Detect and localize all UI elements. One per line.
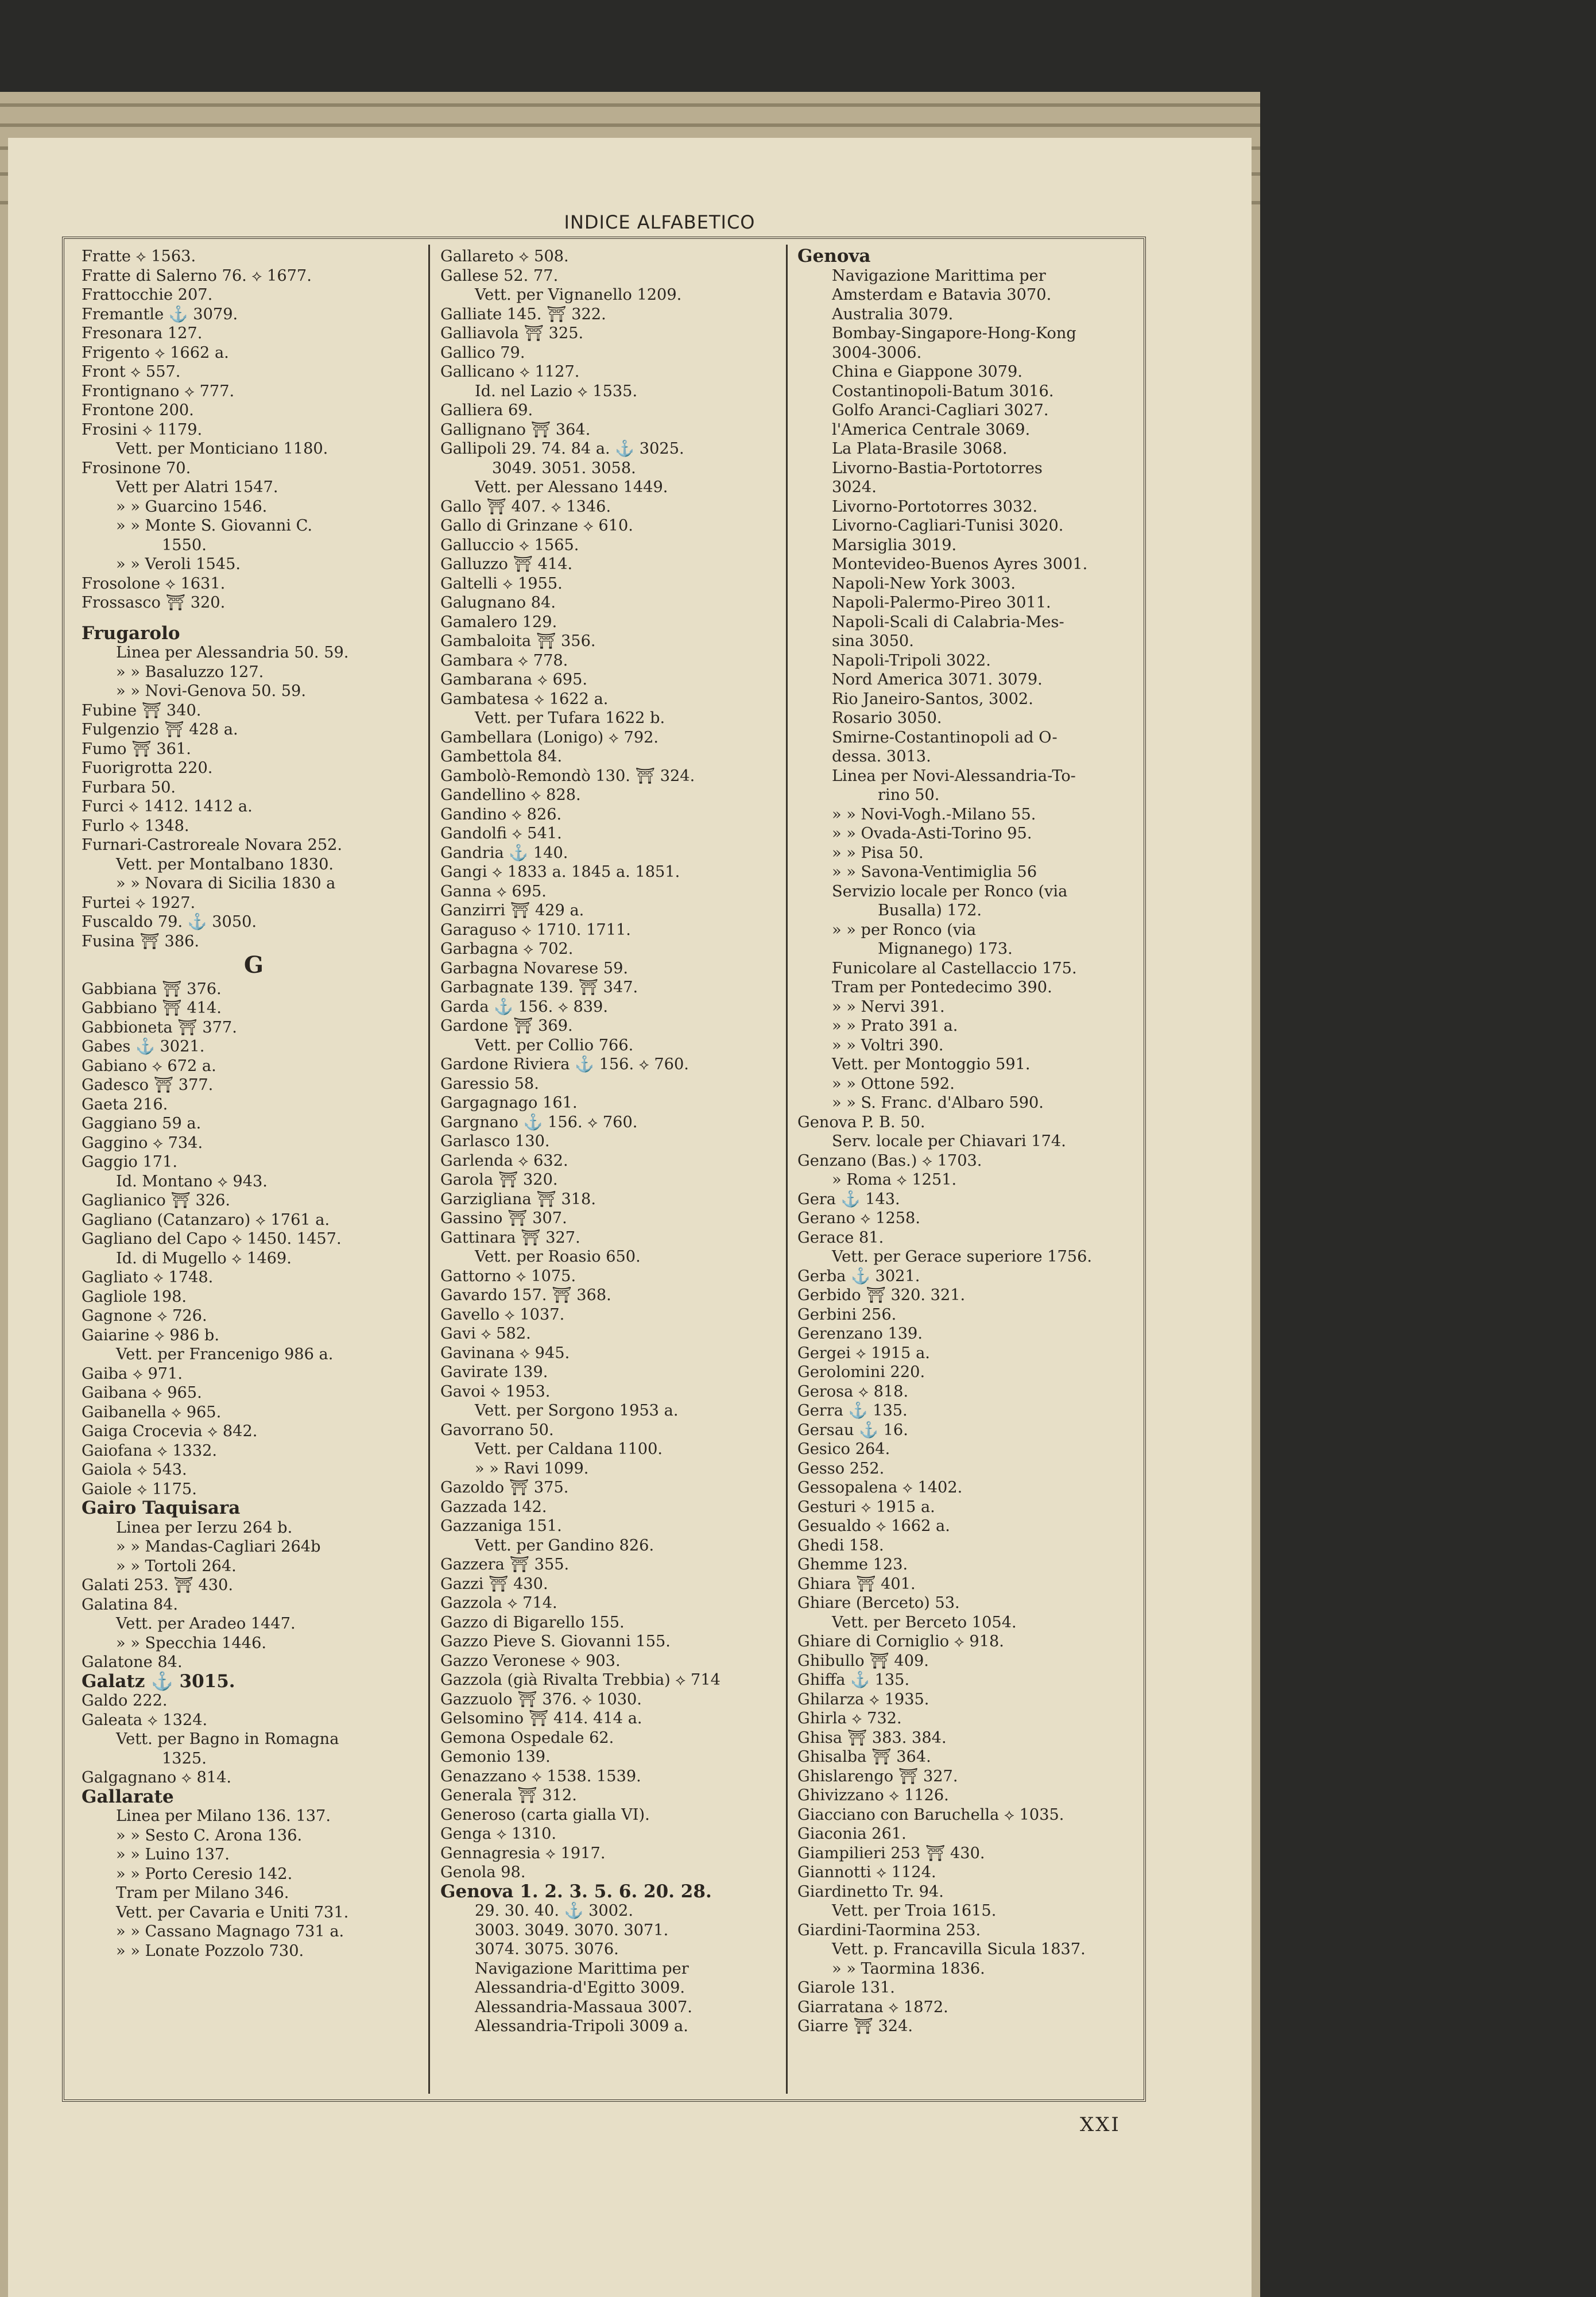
index-entry: Gerbido ⛩ 320. 321. bbox=[797, 1286, 966, 1304]
index-entry: » » Basaluzzo 127. bbox=[116, 663, 264, 681]
index-entry: Busalla) 172. bbox=[878, 902, 982, 919]
index-entry: Giardinetto Tr. 94. bbox=[797, 1882, 944, 1901]
index-entry: Gallico 79. bbox=[440, 343, 525, 362]
index-entry: Gabes ⚓ 3021. bbox=[82, 1038, 205, 1055]
index-entry: Galeata ⟡ 1324. bbox=[82, 1711, 208, 1729]
index-entry: Giardini-Taormina 253. bbox=[797, 1921, 981, 1939]
index-entry: Gargnano ⚓ 156. ⟡ 760. bbox=[440, 1113, 638, 1131]
index-entry: Gerace 81. bbox=[797, 1228, 884, 1247]
index-entry: » » Savona-Ventimiglia 56 bbox=[832, 863, 1037, 881]
index-entry: Ghibullo ⛩ 409. bbox=[797, 1652, 929, 1670]
index-entry: » » Cassano Magnago 731 a. bbox=[116, 1923, 344, 1940]
index-entry: Ghedi 158. bbox=[797, 1536, 884, 1554]
index-entry: Gavi ⟡ 582. bbox=[440, 1325, 531, 1343]
index-entry: Ghemme 123. bbox=[797, 1556, 908, 1573]
index-entry: Ghisa ⛩ 383. 384. bbox=[797, 1728, 947, 1747]
index-entry: Vett. per Gerace superiore 1756. bbox=[832, 1248, 1093, 1266]
index-entry: Gessopalena ⟡ 1402. bbox=[797, 1479, 963, 1496]
index-entry: Frossasco ⛩ 320. bbox=[82, 594, 226, 612]
index-entry: Frosolone ⟡ 1631. bbox=[82, 574, 226, 593]
index-entry: Gardone Riviera ⚓ 156. ⟡ 760. bbox=[440, 1055, 689, 1073]
index-entry: Frigento ⟡ 1662 a. bbox=[82, 343, 229, 362]
index-entry: Gambettola 84. bbox=[440, 748, 563, 765]
index-entry: 1325. bbox=[162, 1749, 207, 1768]
index-entry: Gambara ⟡ 778. bbox=[440, 651, 568, 670]
index-entry: » » Monte S. Giovanni C. bbox=[116, 517, 313, 535]
index-entry: Genova P. B. 50. bbox=[797, 1113, 925, 1131]
index-entry: Genzano (Bas.) ⟡ 1703. bbox=[797, 1151, 982, 1170]
index-entry: Gazoldo ⛩ 375. bbox=[440, 1479, 569, 1496]
index-entry: Servizio locale per Ronco (via bbox=[832, 882, 1068, 900]
index-entry: Vett. per Collio 766. bbox=[475, 1036, 634, 1054]
index-entry: Gennagresia ⟡ 1917. bbox=[440, 1844, 606, 1862]
index-entry: Australia 3079. bbox=[832, 305, 954, 323]
index-entry: Gazzo Veronese ⟡ 903. bbox=[440, 1652, 621, 1670]
index-entry: Fratte di Salerno 76. ⟡ 1677. bbox=[82, 266, 312, 285]
index-entry: Livorno-Cagliari-Tunisi 3020. bbox=[832, 517, 1064, 535]
index-entry: Gersau ⚓ 16. bbox=[797, 1421, 908, 1439]
index-entry: Giarole 131. bbox=[797, 1979, 895, 1997]
index-entry: Alessandria-Massaua 3007. bbox=[475, 1998, 692, 2016]
index-entry: Gerra ⚓ 135. bbox=[797, 1402, 908, 1420]
index-entry: » » S. Franc. d'Albaro 590. bbox=[832, 1094, 1044, 1112]
index-entry: Vett. per Montoggio 591. bbox=[832, 1055, 1031, 1073]
index-entry: Serv. locale per Chiavari 174. bbox=[832, 1132, 1066, 1150]
index-page bbox=[8, 138, 1252, 2297]
index-entry: Linea per Alessandria 50. 59. bbox=[116, 644, 349, 662]
index-entry: Smirne-Costantinopoli ad O- bbox=[832, 728, 1057, 747]
index-entry: Frugarolo bbox=[82, 622, 180, 644]
index-entry: Genova 1. 2. 3. 5. 6. 20. 28. bbox=[440, 1881, 712, 1902]
index-entry: Genga ⟡ 1310. bbox=[440, 1825, 557, 1843]
index-entry: » » Novi-Genova 50. 59. bbox=[116, 682, 306, 700]
index-entry: Fumo ⛩ 361. bbox=[82, 740, 191, 758]
index-entry: Gallicano ⟡ 1127. bbox=[440, 363, 580, 381]
index-entry: Costantinopoli-Batum 3016. bbox=[832, 382, 1054, 400]
index-entry: Linea per Novi-Alessandria-To- bbox=[832, 767, 1076, 785]
index-entry: Ghisalba ⛩ 364. bbox=[797, 1748, 931, 1766]
index-entry: Gattorno ⟡ 1075. bbox=[440, 1267, 576, 1285]
index-entry: Gallo di Grinzane ⟡ 610. bbox=[440, 517, 633, 535]
index-entry: Fresonara 127. bbox=[82, 324, 203, 342]
index-entry: Ganna ⟡ 695. bbox=[440, 882, 547, 900]
index-entry: Gavirate 139. bbox=[440, 1363, 548, 1381]
index-entry: Gera ⚓ 143. bbox=[797, 1190, 900, 1208]
index-entry: Tram per Pontedecimo 390. bbox=[832, 979, 1052, 996]
index-entry: Vett. per Alessano 1449. bbox=[475, 478, 668, 496]
page-number: XXI bbox=[1080, 2113, 1121, 2136]
index-entry: Gerolomini 220. bbox=[797, 1363, 925, 1381]
index-entry: » » Porto Ceresio 142. bbox=[116, 1865, 293, 1883]
index-entry: Garzigliana ⛩ 318. bbox=[440, 1190, 596, 1208]
index-entry: » » per Ronco (via bbox=[832, 921, 977, 939]
index-entry: Gallo ⛩ 407. ⟡ 1346. bbox=[440, 497, 611, 516]
index-entry: Gazzada 142. bbox=[440, 1498, 547, 1516]
index-entry: Garda ⚓ 156. ⟡ 839. bbox=[440, 997, 608, 1016]
index-entry: Gattinara ⛩ 327. bbox=[440, 1228, 580, 1247]
page-header: INDICE ALFABETICO bbox=[564, 211, 756, 233]
index-entry: Gandellino ⟡ 828. bbox=[440, 786, 581, 804]
index-entry: Gambellara (Lonigo) ⟡ 792. bbox=[440, 728, 659, 747]
index-entry: Gaibanella ⟡ 965. bbox=[82, 1403, 222, 1421]
index-entry: Gerba ⚓ 3021. bbox=[797, 1267, 920, 1285]
index-entry: Alessandria-d'Egitto 3009. bbox=[475, 1979, 685, 1997]
index-entry: Garessio 58. bbox=[440, 1074, 539, 1093]
index-entry: Giaconia 261. bbox=[797, 1825, 907, 1843]
index-entry: Galliate 145. ⛩ 322. bbox=[440, 305, 606, 323]
index-entry: Gerano ⟡ 1258. bbox=[797, 1209, 920, 1227]
index-entry: rino 50. bbox=[878, 786, 940, 804]
index-entry: Id. nel Lazio ⟡ 1535. bbox=[475, 382, 638, 400]
index-entry: Gaggio 171. bbox=[82, 1153, 177, 1171]
index-entry: Vett. per Aradeo 1447. bbox=[116, 1615, 296, 1633]
index-entry: » Roma ⟡ 1251. bbox=[832, 1171, 957, 1189]
index-entry: » » Veroli 1545. bbox=[116, 555, 241, 573]
index-entry: Fulgenzio ⛩ 428 a. bbox=[82, 721, 238, 738]
index-entry: Gadesco ⛩ 377. bbox=[82, 1076, 214, 1094]
index-entry: Gergei ⟡ 1915 a. bbox=[797, 1344, 930, 1362]
index-entry: » » Taormina 1836. bbox=[832, 1959, 985, 1978]
index-entry: Alessandria-Tripoli 3009 a. bbox=[475, 2017, 688, 2035]
index-entry: Gaiola ⟡ 543. bbox=[82, 1461, 187, 1479]
index-entry: Rio Janeiro-Santos, 3002. bbox=[832, 690, 1033, 708]
index-entry: Gaiole ⟡ 1175. bbox=[82, 1480, 197, 1498]
index-entry: Giarratana ⟡ 1872. bbox=[797, 1998, 948, 2016]
index-entry: Vett. per Vignanello 1209. bbox=[475, 286, 682, 304]
index-entry: Rosario 3050. bbox=[832, 709, 942, 727]
index-entry: Gavardo 157. ⛩ 368. bbox=[440, 1286, 611, 1304]
index-entry: 3004-3006. bbox=[832, 343, 922, 362]
index-entry: Vett. per Cavaria e Uniti 731. bbox=[116, 1903, 349, 1921]
index-entry: Golfo Aranci-Cagliari 3027. bbox=[832, 401, 1049, 419]
index-entry: Fubine ⛩ 340. bbox=[82, 701, 202, 720]
index-entry: » » Novara di Sicilia 1830 a bbox=[116, 875, 336, 892]
index-entry: Gaiofana ⟡ 1332. bbox=[82, 1441, 218, 1460]
index-entry: Ghiare di Corniglio ⟡ 918. bbox=[797, 1633, 1004, 1650]
index-entry: 1550. bbox=[162, 536, 207, 554]
index-entry: Vett. p. Francavilla Sicula 1837. bbox=[832, 1940, 1086, 1958]
index-entry: China e Giappone 3079. bbox=[832, 363, 1022, 381]
index-entry: Gardone ⛩ 369. bbox=[440, 1017, 573, 1035]
index-entry: Galatone 84. bbox=[82, 1653, 183, 1671]
index-entry: » » Guarcino 1546. bbox=[116, 497, 268, 516]
index-entry: Bombay-Singapore-Hong-Kong bbox=[832, 324, 1076, 342]
index-entry: Id. Montano ⟡ 943. bbox=[116, 1172, 268, 1190]
index-entry: Napoli-Tripoli 3022. bbox=[832, 651, 991, 670]
index-entry: Gazzola (già Rivalta Trebbia) ⟡ 714 bbox=[440, 1671, 720, 1689]
index-entry: Furtei ⟡ 1927. bbox=[82, 894, 196, 912]
index-entry: Frontignano ⟡ 777. bbox=[82, 382, 235, 400]
index-entry: Gabbioneta ⛩ 377. bbox=[82, 1018, 237, 1037]
index-entry: Gesualdo ⟡ 1662 a. bbox=[797, 1517, 950, 1535]
index-entry: » » Sesto C. Arona 136. bbox=[116, 1826, 303, 1844]
index-entry: » » Ravi 1099. bbox=[475, 1459, 589, 1478]
index-entry: Gavinana ⟡ 945. bbox=[440, 1344, 570, 1362]
index-entry: Gagliano (Catanzaro) ⟡ 1761 a. bbox=[82, 1211, 330, 1229]
index-entry: » » Mandas-Cagliari 264b bbox=[116, 1538, 321, 1556]
index-entry: Ghivizzano ⟡ 1126. bbox=[797, 1786, 949, 1804]
index-entry: Livorno-Bastia-Portotorres bbox=[832, 459, 1043, 477]
index-entry: Gandria ⚓ 140. bbox=[440, 844, 568, 862]
index-entry: Navigazione Marittima per bbox=[832, 266, 1046, 285]
index-entry: Vett. per Gandino 826. bbox=[475, 1536, 654, 1554]
index-entry: Gairo Taquisara bbox=[82, 1498, 241, 1518]
index-entry: Gerbini 256. bbox=[797, 1305, 897, 1324]
index-entry: Galatina 84. bbox=[82, 1595, 179, 1614]
index-entry: Fuscaldo 79. ⚓ 3050. bbox=[82, 913, 257, 931]
index-entry: Frattocchie 207. bbox=[82, 286, 213, 304]
column-rule bbox=[786, 245, 788, 2094]
index-entry: » » Voltri 390. bbox=[832, 1036, 944, 1054]
index-entry: Gemonio 139. bbox=[440, 1748, 551, 1766]
index-entry: Ghirla ⟡ 732. bbox=[797, 1710, 902, 1727]
index-entry: Garlenda ⟡ 632. bbox=[440, 1151, 568, 1170]
index-entry: Nord America 3071. 3079. bbox=[832, 671, 1043, 689]
index-entry: Fusina ⛩ 386. bbox=[82, 932, 200, 950]
index-entry: Gerosa ⟡ 818. bbox=[797, 1382, 909, 1401]
index-entry: Fratte ⟡ 1563. bbox=[82, 248, 196, 265]
index-entry: Gerenzano 139. bbox=[797, 1325, 923, 1343]
index-entry: Gangi ⟡ 1833 a. 1845 a. 1851. bbox=[440, 863, 680, 881]
index-entry: Galliavola ⛩ 325. bbox=[440, 324, 584, 342]
index-entry bbox=[82, 613, 426, 624]
index-entry: Gagnone ⟡ 726. bbox=[82, 1307, 207, 1325]
index-entry: dessa. 3013. bbox=[832, 748, 931, 765]
index-entry: Linea per Ierzu 264 b. bbox=[116, 1518, 293, 1537]
index-entry: 3003. 3049. 3070. 3071. bbox=[475, 1921, 669, 1939]
index-entry: Gagliole 198. bbox=[82, 1287, 187, 1306]
column-rule bbox=[428, 245, 430, 2094]
index-entry: » » Nervi 391. bbox=[832, 997, 945, 1016]
index-entry: Tram per Milano 346. bbox=[116, 1884, 289, 1902]
index-entry: Garlasco 130. bbox=[440, 1132, 550, 1150]
index-entry: Ganzirri ⛩ 429 a. bbox=[440, 902, 584, 919]
index-entry: Gamalero 129. bbox=[440, 613, 557, 631]
index-entry: Gabiano ⟡ 672 a. bbox=[82, 1057, 216, 1075]
index-entry: Gagliato ⟡ 1748. bbox=[82, 1269, 214, 1286]
index-entry: Id. di Mugello ⟡ 1469. bbox=[116, 1249, 292, 1267]
index-entry: Gazzera ⛩ 355. bbox=[440, 1556, 570, 1573]
index-entry: Gaiarine ⟡ 986 b. bbox=[82, 1326, 219, 1344]
index-column-2 bbox=[440, 247, 785, 2090]
index-column-1 bbox=[82, 247, 426, 2090]
index-column-3 bbox=[797, 247, 1142, 2090]
index-entry: Galluccio ⟡ 1565. bbox=[440, 536, 579, 554]
index-entry: Furnari-Castroreale Novara 252. bbox=[82, 836, 343, 854]
index-entry: Generala ⛩ 312. bbox=[440, 1786, 577, 1804]
index-entry: Galgagnano ⟡ 814. bbox=[82, 1769, 232, 1786]
index-entry: Gallese 52. 77. bbox=[440, 266, 559, 285]
index-entry: Gallareto ⟡ 508. bbox=[440, 248, 569, 265]
index-entry: Giampilieri 253 ⛩ 430. bbox=[797, 1844, 985, 1862]
index-entry: Gaibana ⟡ 965. bbox=[82, 1384, 202, 1402]
index-frame bbox=[62, 237, 1146, 2102]
index-entry: l'America Centrale 3069. bbox=[832, 420, 1031, 439]
index-entry: Giannotti ⟡ 1124. bbox=[797, 1863, 936, 1881]
index-entry: Gaggino ⟡ 734. bbox=[82, 1134, 203, 1152]
index-entry: Gambaloita ⛩ 356. bbox=[440, 632, 596, 650]
index-entry: Montevideo-Buenos Ayres 3001. bbox=[832, 555, 1088, 573]
index-entry: » » Lonate Pozzolo 730. bbox=[116, 1942, 304, 1960]
index-entry: » » Tortoli 264. bbox=[116, 1557, 237, 1575]
index-entry: Ghiara ⛩ 401. bbox=[797, 1575, 916, 1593]
index-entry: Gallignano ⛩ 364. bbox=[440, 420, 591, 439]
index-entry: Vett. per Caldana 1100. bbox=[475, 1440, 663, 1458]
index-entry: Mignanego) 173. bbox=[878, 940, 1013, 958]
index-entry: Gabbiano ⛩ 414. bbox=[82, 999, 222, 1017]
index-entry: Linea per Milano 136. 137. bbox=[116, 1807, 331, 1825]
index-entry: Gaiga Crocevia ⟡ 842. bbox=[82, 1422, 258, 1440]
index-entry: Amsterdam e Batavia 3070. bbox=[832, 286, 1052, 304]
index-entry: Gesturi ⟡ 1915 a. bbox=[797, 1498, 935, 1516]
index-entry: Garbagnate 139. ⛩ 347. bbox=[440, 979, 638, 996]
index-entry: Vett. per Francenigo 986 a. bbox=[116, 1345, 334, 1363]
index-entry: Galdo 222. bbox=[82, 1692, 168, 1710]
index-entry: Garbagna Novarese 59. bbox=[440, 959, 629, 977]
index-entry: Gandino ⟡ 826. bbox=[440, 805, 562, 823]
index-entry: Generoso (carta gialla VI). bbox=[440, 1805, 650, 1824]
index-entry: Vett. per Montalbano 1830. bbox=[116, 855, 334, 873]
index-entry: Napoli-Palermo-Pireo 3011. bbox=[832, 594, 1051, 612]
index-entry: Galatz ⚓ 3015. bbox=[82, 1670, 235, 1692]
index-entry: La Plata-Brasile 3068. bbox=[832, 440, 1008, 458]
index-entry: Genazzano ⟡ 1538. 1539. bbox=[440, 1767, 641, 1785]
index-entry: Gaggiano 59 a. bbox=[82, 1115, 202, 1132]
index-entry: Furbara 50. bbox=[82, 778, 176, 796]
index-entry: Ghiare (Berceto) 53. bbox=[797, 1594, 960, 1612]
index-entry: Galluzzo ⛩ 414. bbox=[440, 555, 573, 573]
index-entry: 3074. 3075. 3076. bbox=[475, 1940, 619, 1958]
index-entry: 3049. 3051. 3058. bbox=[492, 459, 636, 477]
index-entry: Gargagnago 161. bbox=[440, 1094, 578, 1112]
index-entry: Gazzo Pieve S. Giovanni 155. bbox=[440, 1633, 671, 1650]
index-entry: Fuorigrotta 220. bbox=[82, 759, 213, 777]
index-entry: Ghislarengo ⛩ 327. bbox=[797, 1767, 958, 1785]
index-entry: Gaglianico ⛩ 326. bbox=[82, 1192, 231, 1209]
index-entry: Gambarana ⟡ 695. bbox=[440, 671, 588, 689]
index-entry: Gavorrano 50. bbox=[440, 1421, 554, 1439]
index-entry: sina 3050. bbox=[832, 632, 914, 650]
index-entry: Gagliano del Capo ⟡ 1450. 1457. bbox=[82, 1230, 342, 1248]
index-entry: Gazzaniga 151. bbox=[440, 1517, 562, 1535]
index-entry: Livorno-Portotorres 3032. bbox=[832, 497, 1038, 516]
index-entry: Gallarate bbox=[82, 1786, 174, 1807]
index-entry: Gandolfi ⟡ 541. bbox=[440, 825, 562, 842]
index-entry: Frosinone 70. bbox=[82, 459, 191, 477]
index-entry: 3024. bbox=[832, 478, 877, 496]
index-entry: » » Luino 137. bbox=[116, 1846, 230, 1863]
index-entry: Gazzo di Bigarello 155. bbox=[440, 1613, 625, 1631]
index-entry: G bbox=[243, 952, 264, 979]
index-entry: Galati 253. ⛩ 430. bbox=[82, 1576, 233, 1594]
index-entry: Giarre ⛩ 324. bbox=[797, 2017, 913, 2035]
index-entry: Gabbiana ⛩ 376. bbox=[82, 980, 222, 998]
index-entry: Giacciano con Baruchella ⟡ 1035. bbox=[797, 1805, 1064, 1824]
index-entry: Fremantle ⚓ 3079. bbox=[82, 305, 238, 323]
index-entry: Garbagna ⟡ 702. bbox=[440, 940, 574, 958]
index-entry: Gesso 252. bbox=[797, 1459, 885, 1478]
index-entry: Gassino ⛩ 307. bbox=[440, 1209, 567, 1227]
index-entry: Vett. per Monticiano 1180. bbox=[116, 440, 328, 458]
index-entry: Front ⟡ 557. bbox=[82, 363, 181, 381]
index-entry: Gazzola ⟡ 714. bbox=[440, 1594, 557, 1612]
index-entry: Ghilarza ⟡ 1935. bbox=[797, 1690, 929, 1708]
index-entry: 29. 30. 40. ⚓ 3002. bbox=[475, 1902, 633, 1920]
index-entry: Napoli-Scali di Calabria-Mes- bbox=[832, 613, 1064, 631]
index-entry: Frontone 200. bbox=[82, 401, 194, 419]
index-entry: Gelsomino ⛩ 414. 414 a. bbox=[440, 1710, 642, 1727]
index-entry: Vett. per Bagno in Romagna bbox=[116, 1730, 339, 1748]
page-edge bbox=[0, 103, 1260, 107]
index-entry: Vett. per Berceto 1054. bbox=[832, 1613, 1017, 1631]
index-entry: Galugnano 84. bbox=[440, 594, 556, 612]
index-entry: Gambatesa ⟡ 1622 a. bbox=[440, 690, 609, 708]
index-entry: Frosini ⟡ 1179. bbox=[82, 420, 203, 439]
index-entry: Vett. per Roasio 650. bbox=[475, 1248, 641, 1266]
index-entry: Galliera 69. bbox=[440, 401, 533, 419]
index-entry: Garola ⛩ 320. bbox=[440, 1171, 558, 1189]
index-entry: Furci ⟡ 1412. 1412 a. bbox=[82, 798, 253, 815]
index-entry: Gavello ⟡ 1037. bbox=[440, 1305, 565, 1324]
index-entry: Gallipoli 29. 74. 84 a. ⚓ 3025. bbox=[440, 440, 684, 458]
index-entry: » » Novi-Vogh.-Milano 55. bbox=[832, 805, 1036, 823]
index-entry: Vett. per Troia 1615. bbox=[832, 1902, 997, 1920]
index-entry: Furlo ⟡ 1348. bbox=[82, 817, 189, 835]
index-entry: » » Ovada-Asti-Torino 95. bbox=[832, 825, 1032, 842]
index-entry: Gemona Ospedale 62. bbox=[440, 1728, 614, 1747]
index-entry: Marsiglia 3019. bbox=[832, 536, 957, 554]
index-entry: Funicolare al Castellaccio 175. bbox=[832, 959, 1077, 977]
index-entry: Garaguso ⟡ 1710. 1711. bbox=[440, 921, 631, 939]
index-entry: Genola 98. bbox=[440, 1863, 526, 1881]
index-entry: Gazzuolo ⛩ 376. ⟡ 1030. bbox=[440, 1690, 642, 1708]
index-entry: Ghiffa ⚓ 135. bbox=[797, 1671, 910, 1689]
index-entry: » » Specchia 1446. bbox=[116, 1634, 267, 1652]
index-entry: Gaiba ⟡ 971. bbox=[82, 1364, 183, 1383]
index-entry: Genova bbox=[797, 247, 871, 266]
index-entry: » » Pisa 50. bbox=[832, 844, 924, 862]
index-entry: Gesico 264. bbox=[797, 1440, 890, 1458]
index-entry: Gavoi ⟡ 1953. bbox=[440, 1382, 551, 1401]
index-entry: Vett. per Tufara 1622 b. bbox=[475, 709, 665, 727]
index-entry: Navigazione Marittima per bbox=[475, 1959, 689, 1978]
index-entry: Gazzi ⛩ 430. bbox=[440, 1575, 548, 1593]
index-entry: » » Ottone 592. bbox=[832, 1074, 955, 1093]
index-entry: Vett per Alatri 1547. bbox=[116, 478, 278, 496]
index-entry: Vett. per Sorgono 1953 a. bbox=[475, 1402, 679, 1420]
index-entry: Napoli-New York 3003. bbox=[832, 574, 1016, 593]
page-edge bbox=[0, 123, 1260, 127]
index-entry: Galtelli ⟡ 1955. bbox=[440, 574, 563, 593]
index-entry: Gambolò-Remondò 130. ⛩ 324. bbox=[440, 767, 695, 785]
index-entry: Gaeta 216. bbox=[82, 1095, 168, 1113]
index-entry: » » Prato 391 a. bbox=[832, 1017, 958, 1035]
